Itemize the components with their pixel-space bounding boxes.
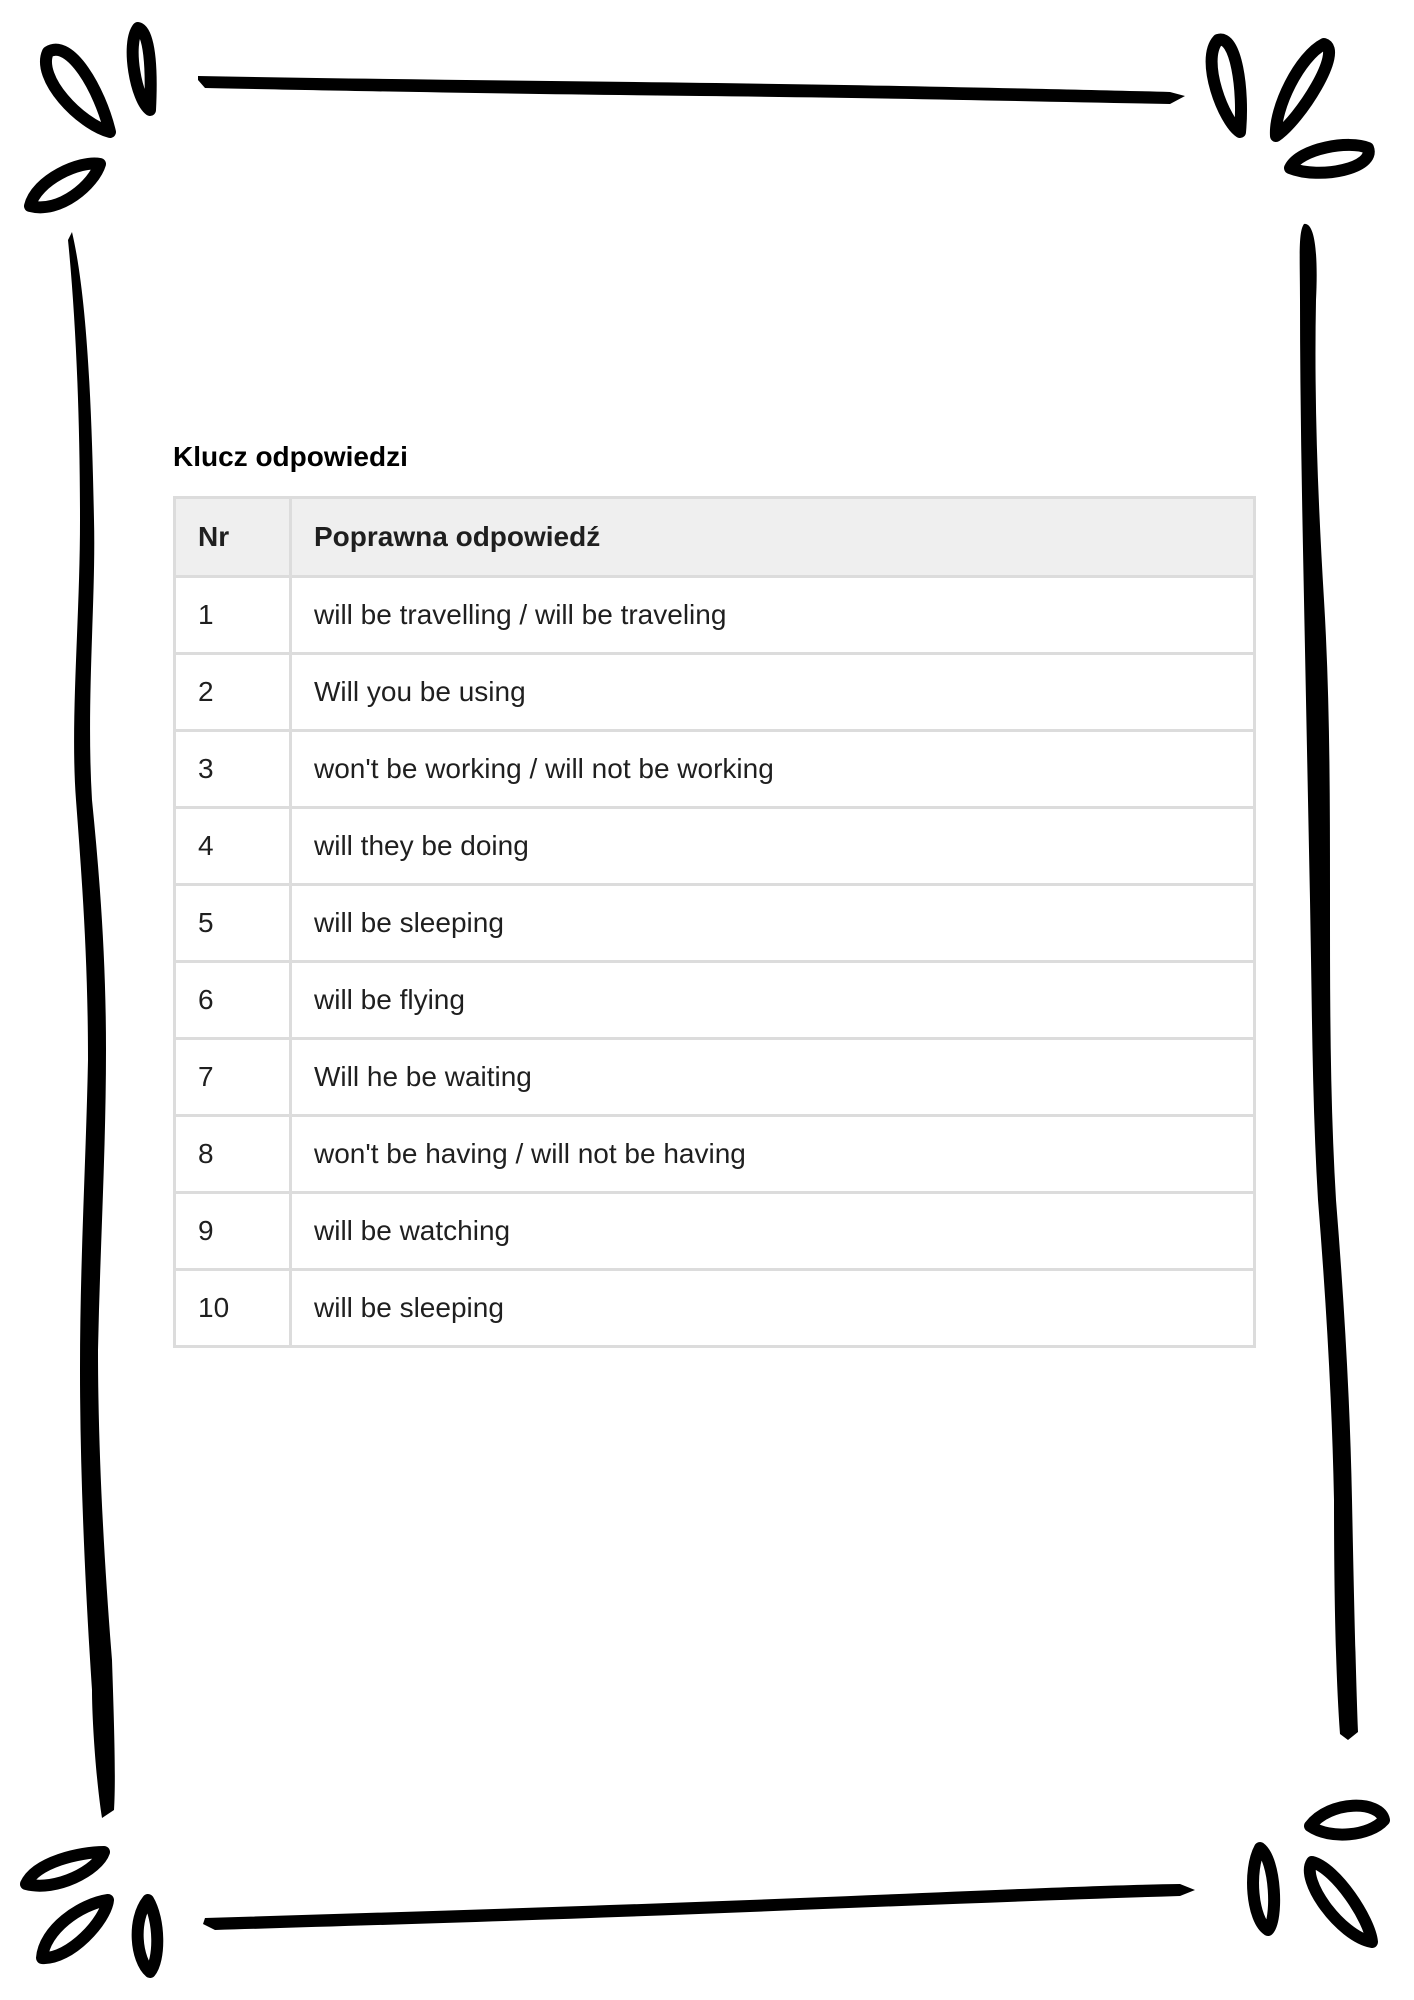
table-row bbox=[175, 1193, 1255, 1270]
frame-bottom-line bbox=[203, 1884, 1195, 1930]
leaf-br-2 bbox=[1253, 1848, 1274, 1930]
row-nr: 8 bbox=[175, 1116, 291, 1193]
leaf-tl-2 bbox=[133, 28, 151, 110]
table-row bbox=[175, 808, 1255, 885]
row-nr: 9 bbox=[175, 1193, 291, 1270]
leaf-br-3 bbox=[1310, 1862, 1372, 1942]
row-answer: will be sleeping bbox=[291, 1270, 1255, 1347]
leaf-bl-1 bbox=[26, 1852, 104, 1886]
leaf-bl-3 bbox=[138, 1900, 158, 1972]
table-row bbox=[175, 885, 1255, 962]
row-answer: will be watching bbox=[291, 1193, 1255, 1270]
table-row bbox=[175, 731, 1255, 808]
table-row bbox=[175, 654, 1255, 731]
table-row bbox=[175, 1039, 1255, 1116]
header-nr: Nr bbox=[175, 498, 291, 577]
row-nr: 3 bbox=[175, 731, 291, 808]
leaf-br-1 bbox=[1310, 1806, 1384, 1835]
leaf-bl-2 bbox=[42, 1900, 108, 1958]
leaf-tr-3 bbox=[1290, 145, 1369, 173]
leaf-tl-1 bbox=[46, 50, 110, 132]
leaf-tr-1 bbox=[1212, 40, 1241, 132]
header-answer: Poprawna odpowiedź bbox=[291, 498, 1255, 577]
row-nr: 1 bbox=[175, 577, 291, 654]
row-nr: 10 bbox=[175, 1270, 291, 1347]
frame-right-line bbox=[1300, 224, 1358, 1740]
row-answer: will they be doing bbox=[291, 808, 1255, 885]
row-answer: won't be having / will not be having bbox=[291, 1116, 1255, 1193]
row-nr: 5 bbox=[175, 885, 291, 962]
row-answer: won't be working / will not be working bbox=[291, 731, 1255, 808]
leaf-tl-3 bbox=[30, 163, 100, 207]
row-answer: will be sleeping bbox=[291, 885, 1255, 962]
row-answer: will be flying bbox=[291, 962, 1255, 1039]
answer-table bbox=[173, 496, 1256, 1348]
table-row bbox=[175, 1270, 1255, 1347]
answer-key-section bbox=[173, 440, 1253, 1348]
leaf-tr-2 bbox=[1276, 44, 1329, 136]
row-answer: Will he be waiting bbox=[291, 1039, 1255, 1116]
table-row bbox=[175, 577, 1255, 654]
frame-top-line bbox=[198, 76, 1185, 104]
row-nr: 6 bbox=[175, 962, 291, 1039]
table-row bbox=[175, 1116, 1255, 1193]
table-row bbox=[175, 962, 1255, 1039]
row-nr: 2 bbox=[175, 654, 291, 731]
page-title: Klucz odpowiedzi bbox=[173, 441, 408, 472]
table-header-row bbox=[175, 498, 1255, 577]
row-nr: 7 bbox=[175, 1039, 291, 1116]
frame-left-line bbox=[68, 232, 115, 1818]
row-answer: Will you be using bbox=[291, 654, 1255, 731]
row-answer: will be travelling / will be traveling bbox=[291, 577, 1255, 654]
row-nr: 4 bbox=[175, 808, 291, 885]
